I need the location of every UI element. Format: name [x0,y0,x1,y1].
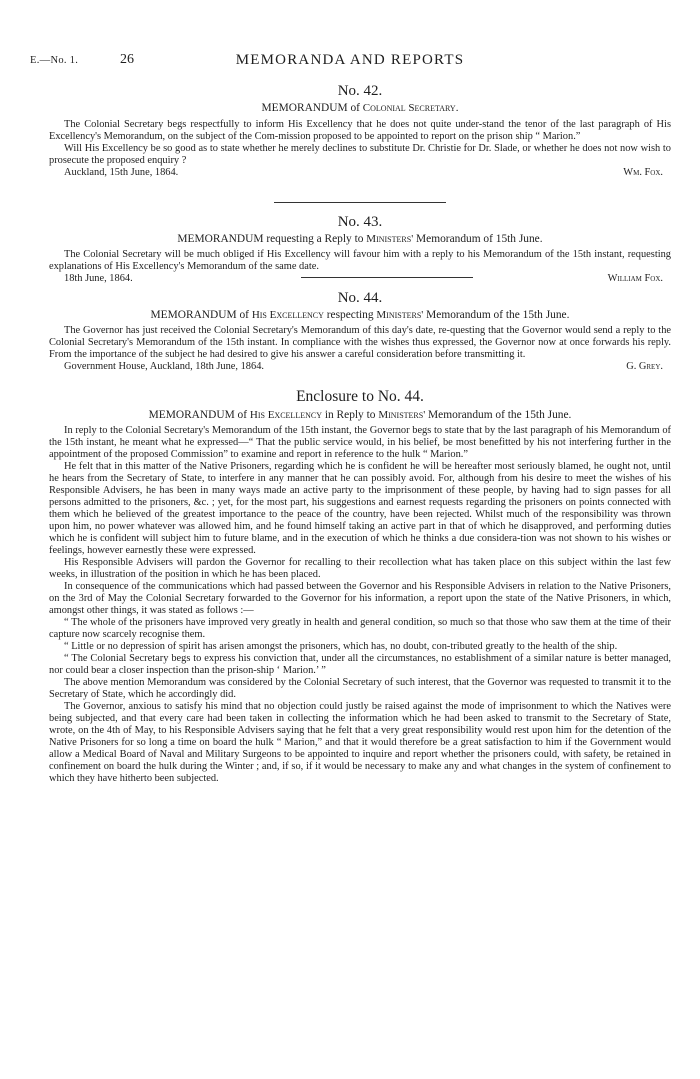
document-reference: E.—No. 1. [30,55,79,66]
memo-number: No. 42. [337,83,383,99]
enclosure-heading: Enclosure to No. 44. [296,388,424,405]
page-number: 26 [120,52,134,67]
page-header [0,52,700,74]
memo-42 [49,82,671,179]
memo-number: No. 44. [337,290,383,306]
paragraph: The Governor, anxious to satisfy his mind that no objection could justly be raised against the mode of imprisonment to which the Natives were being subjected, and that every care had been taken in collecting the information which he had been asked to transmit to the Secretary of State, wrote, on the 4th of May, to his Responsible Advisers saying that he felt that a very great responsibility would rest upon him for the detention of the Native Prisoners for so long a time on board the hulk “ Marion,” and that it would therefore be a great satisfaction to him if the Government would allow a Medical Board of Naval and Military Surgeons to be appointed to inquire and report whether the prisoners could, with safety, be retained in confinement on board the hulk during the Winter ; and, if so, if it would be necessary to make any and what changes in the system of confinement to which they have hitherto been subjected. [49,701,671,784]
memo-43 [49,213,671,285]
dateline: Auckland, 15th June, 1864. Wm. Fox. [49,167,671,179]
memo-title: MEMORANDUM of His Excellency respecting Ministers' Memorandum of the 15th June. [150,309,570,321]
paragraph: He felt that in this matter of the Native Prisoners, regarding which he is confident he will be hereafter most seriously blamed, he ought not, until he hears from the Secretary of State, to interfere in any manner that he can possibly avoid. For, although from his desire to meet the wishes of his Responsible Advisers, he has been in many ways made an active party to the imprisonment of these people, by having had to sign passes for all persons admitted to the prisoners, &c. ; yet, for the most part, his suggestions and earnest requests regarding the prisoners on points connected with them which he believed of the greatest importance to the peace of the country, have been rejected. Whilst much of the responsibility was thrown upon him, no power whatever was allowed him, and he found himself taking an active part in that of which he disapproved, and performing duties which he is confident will subject him to future blame, and in the execution of which he thinks a due considera-tion was not shown to his wishes or feelings, however earnestly these were expressed. [49,461,671,556]
memo-title: MEMORANDUM requesting a Reply to Ministers' Memorandum of 15th June. [177,233,543,245]
memo-title: MEMORANDUM of His Excellency in Reply to Ministers' Memorandum of the 15th June. [148,409,572,421]
memo-title: MEMORANDUM of Colonial Secretary. [261,102,459,114]
paragraph: In consequence of the communications which had passed between the Governor and his Responsible Advisers in relation to the Native Prisoners, on the 3rd of May the Colonial Secretary forwarded to the Governor for his information, a report upon the state of the Native Prisoners, in which, amongst other things, it was stated as follows :— [49,581,671,616]
quoted-paragraph: “ The whole of the prisoners have improved very greatly in health and general condition, so much so that those who saw them at the time of their capture now scarcely recognise them. [49,617,671,640]
dateline: Government House, Auckland, 18th June, 1864. G. Grey. [49,361,671,373]
quoted-paragraph: “ The Colonial Secretary begs to express his conviction that, under all the circumstances, no establishment of a similar nature is better managed, nor could bear a closer inspection than the prison-ship ‘ Marion.’ ” [49,653,671,676]
paragraph: The Colonial Secretary begs respectfully to inform His Excellency that he does not quite under-stand the tenor of the last paragraph of His Excellency's Memorandum, on the subject of the Com-mission proposed to be appointed to report on the prison ship “ Marion.” [49,119,671,142]
paragraph: The Colonial Secretary will be much obliged if His Excellency will favour him with a reply to his Memorandum of the 15th instant, requesting explanations of His Excellency's Memorandum of the same date. [49,249,671,272]
memo-44 [49,289,671,373]
document-body [49,82,671,785]
paragraph: His Responsible Advisers will pardon the Governor for recalling to their recollection what has taken place on this subject within the last few weeks, in illustration of the position in which he has been placed. [49,557,671,580]
paragraph: The above mention Memorandum was considered by the Colonial Secretary of such interest, that the Governor was requested to transmit it to the Secretary of State, which he accordingly did. [49,677,671,700]
memo-number: No. 43. [337,214,383,230]
running-title: MEMORANDA AND REPORTS [235,52,465,68]
enclosure-to-memo-44 [49,387,671,785]
quoted-paragraph: “ Little or no depression of spirit has arisen amongst the prisoners, which has, no doubt, con-tributed greatly to the health of the ship. [64,641,618,652]
section-divider [301,277,473,278]
paragraph: In reply to the Colonial Secretary's Memorandum of the 15th instant, the Governor begs to state that by the last paragraph of his Memorandum of the 15th instant, he meant what he expressed—“ That the public service would, in his belief, be most benefitted by his not interfering further in the appointment of the proposed Commission” to examine and report in reference to the hulk “ Marion.” [49,425,671,460]
signature: William Fox. [607,273,663,284]
section-divider [274,202,446,203]
signature: Wm. Fox. [623,167,663,178]
paragraph: The Governor has just received the Colonial Secretary's Memorandum of this day's date, re-questing that the Governor would send a reply to the Colonial Secretary's Memorandum of the 15th instant. In compliance with the wishes thus expressed, the Governor now at once forwards his reply. From the importance of the subject he had desired to give his answer a careful consideration before transmitting it. [49,325,671,360]
signature: G. Grey. [626,361,663,372]
paragraph: Will His Excellency be so good as to state whether he merely declines to substitute Dr. Christie for Dr. Slade, or whether he does not now wish to prosecute the proposed enquiry ? [49,143,671,166]
dateline: 18th June, 1864. William Fox. [49,273,671,285]
